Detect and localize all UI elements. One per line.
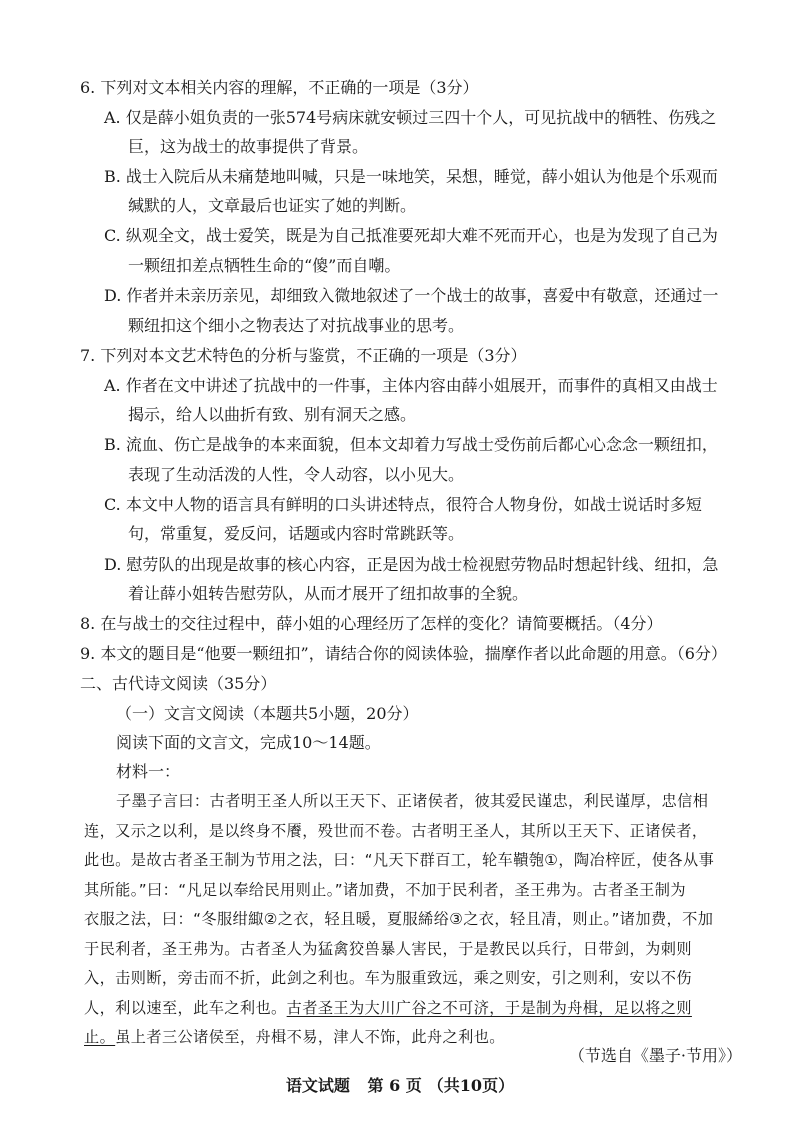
classical-line-6: 于民利者，圣王弗为。古者圣人为猛禽狡兽暴人害民，于是教民以兵行，日带剑，为刺则: [84, 940, 692, 958]
question-6-option-b-cont: 缄默的人，文章最后也证实了她的判断。: [128, 196, 417, 215]
classical-line-1: 子墨子言曰：古者明王圣人所以王天下、正诸侯者，彼其爱民谨忠，利民谨厚，忠信相: [116, 792, 709, 810]
source-citation: （节选自《墨子·节用》）: [568, 1046, 742, 1065]
part-1-heading: （一）文言文阅读（本题共5小题，20分）: [116, 704, 419, 723]
question-6-option-b: B. 战士入院后从未痛楚地叫喊，只是一味地笑，呆想，睡觉，薛小姐认为他是个乐观而: [104, 167, 718, 186]
question-7-option-d: D. 慰劳队的出现是故事的核心内容，正是因为战士检视慰劳物品时想起针线、纽扣，急: [104, 555, 719, 574]
question-7-option-b-cont: 表现了生动活泼的人性，令人动容，以小见大。: [128, 465, 465, 484]
question-6-option-d-cont: 颗纽扣这个细小之物表达了对抗战事业的思考。: [128, 316, 465, 335]
question-8: 8. 在与战士的交往过程中，薛小姐的心理经历了怎样的变化？请简要概括。（4分）: [80, 614, 663, 633]
question-7-option-a-cont: 揭示，给人以曲折有致、别有洞天之感。: [128, 405, 417, 424]
question-7-option-c-cont: 句，常重复，爱反问，话题或内容时常跳跃等。: [128, 524, 465, 543]
footer-total-pages: （共10页）: [427, 1076, 515, 1095]
question-6-option-d: D. 作者并未亲历亲见，却细致入微地叙述了一个战士的故事，喜爱中有敬意，还通过一: [104, 286, 719, 305]
material-label: 材料一：: [116, 762, 181, 781]
classical-line-9-plain: 虽上者三公诸侯至，舟楫不易，津人不饰，此舟之利也。: [115, 1028, 505, 1046]
question-6-option-c: C. 纵观全文，战士爱笑，既是为自己抵准要死却大难不死而开心，也是为发现了自己为: [104, 226, 718, 245]
question-7-stem: 7. 下列对本文艺术特色的分析与鉴赏，不正确的一项是（3分）: [80, 346, 527, 365]
classical-underlined-sentence-start: 古者圣王为大川广谷之不可济，于是制为舟楫，足以将之则: [286, 999, 692, 1017]
classical-line-9: [84, 1027, 505, 1047]
question-7-option-a: A. 作者在文中讲述了抗战中的一件事，主体内容由薛小姐展开，而事件的真相又由战士: [104, 376, 718, 395]
question-6-option-c-cont: 一颗纽扣差点牺牲生命的“傻”而自嘲。: [128, 256, 401, 275]
question-7-option-c: C. 本文中人物的语言具有鲜明的口头讲述特点，很符合人物身份，如战士说话时多短: [104, 495, 702, 514]
question-7-option-d-cont: 着让薛小姐转告慰劳队，从而才展开了纽扣故事的全貌。: [128, 584, 529, 603]
section-2-heading: 二、古代诗文阅读（35分）: [80, 674, 277, 693]
classical-line-3: 此也。是故古者圣王制为节用之法，曰：“凡天下群百工，轮车鞼匏①，陶冶梓匠，使各从事: [84, 851, 715, 869]
classical-line-8-plain: 人，利以速至，此车之利也。: [84, 999, 287, 1017]
reading-instruction: 阅读下面的文言文，完成10～14题。: [116, 733, 381, 752]
question-7-option-b: B. 流血、伤亡是战争的本来面貌，但本文却着力写战士受伤前后都心心念念一颗纽扣，: [104, 435, 718, 454]
classical-line-2: 连，又示之以利，是以终身不餍，殁世而不卷。古者明王圣人，其所以王天下、正诸侯者，: [84, 822, 708, 840]
question-9: 9. 本文的题目是“他要一颗纽扣”，请结合你的阅读体验，揣摩作者以此命题的用意。（6分）: [80, 644, 727, 663]
classical-underlined-sentence-end: 止。: [84, 1028, 116, 1046]
page-footer: [0, 1076, 800, 1096]
classical-line-5: 衣服之法，曰：“冬服绀緅②之衣，轻且暖，夏服絺绤③之衣，轻且凊，则止。”诸加费，不加: [84, 910, 714, 928]
question-6-option-a-cont: 巨，这为战士的故事提供了背景。: [128, 137, 369, 156]
classical-line-4: 其所能。”曰：“凡足以奉给民用则止。”诸加费，不加于民利者，圣王弗为。古者圣王制为: [84, 881, 686, 899]
question-6-option-a: A. 仅是薛小姐负责的一张574号病床就安顿过三四十个人，可见抗战中的牺牲、伤残之: [104, 108, 717, 127]
footer-page-number: 第 6 页: [367, 1076, 422, 1095]
classical-line-8: [84, 998, 692, 1018]
footer-subject: 语文试题: [285, 1076, 350, 1095]
question-6-stem: 6. 下列对文本相关内容的理解，不正确的一项是（3分）: [80, 78, 479, 97]
classical-line-7: 入，击则断，旁击而不折，此剑之利也。车为服重致远，乘之则安，引之则利，安以不伤: [84, 969, 692, 987]
